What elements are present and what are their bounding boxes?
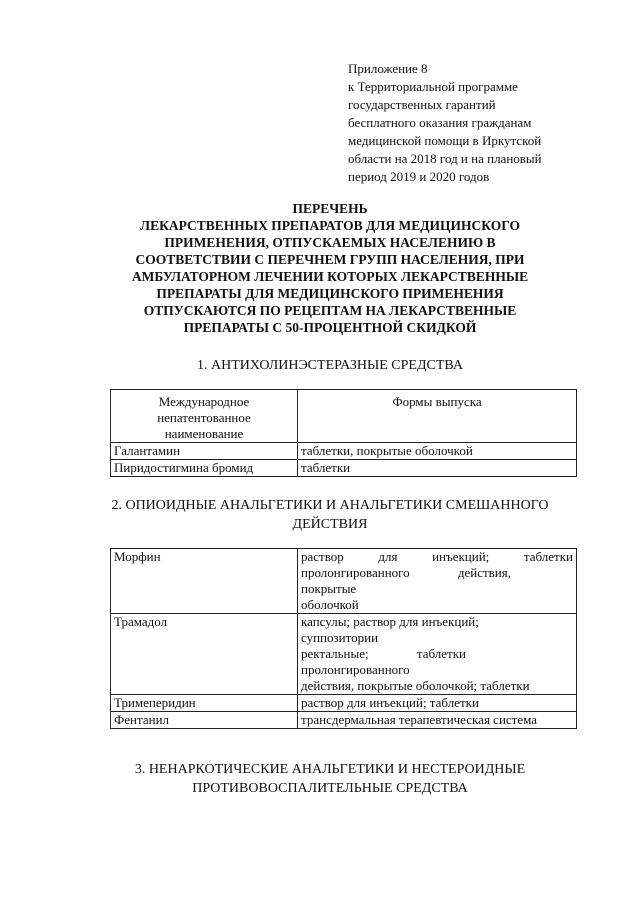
drug-form-cell: раствор для инъекций; таблетки xyxy=(298,695,577,712)
drug-name-cell: Фентанил xyxy=(111,712,298,729)
appendix-line: бесплатного оказания гражданам xyxy=(348,115,532,130)
form-line: пролонгированного xyxy=(301,662,410,677)
table-row xyxy=(111,712,577,729)
section-3-heading-line: ПРОТИВОВОСПАЛИТЕЛЬНЫЕ СРЕДСТВА xyxy=(192,781,468,796)
header-forms-label: Формы выпуска xyxy=(392,394,482,409)
header-inn-cell xyxy=(111,390,298,443)
drug-form-cell: таблетки, покрытые оболочкой xyxy=(298,443,577,460)
form-line: капсулы; раствор для инъекций; xyxy=(301,614,479,629)
form-word: инъекций; xyxy=(432,549,490,564)
form-word: таблетки xyxy=(523,549,573,564)
form-word: таблетки xyxy=(416,646,466,661)
table-row xyxy=(111,695,577,712)
section-1-heading xyxy=(100,356,560,375)
form-line: покрытые xyxy=(301,581,357,596)
appendix-line: области на 2018 год и на плановый xyxy=(348,151,542,166)
form-line xyxy=(301,549,573,565)
appendix-line: к Территориальной программе xyxy=(348,79,518,94)
appendix-line: медицинской помощи в Иркутской xyxy=(348,133,542,148)
title-line: ОТПУСКАЮТСЯ ПО РЕЦЕПТАМ НА ЛЕКАРСТВЕННЫЕ xyxy=(143,303,517,318)
form-line: суппозитории xyxy=(301,630,379,645)
section-2-heading-line: ДЕЙСТВИЯ xyxy=(292,517,368,532)
appendix-line: Приложение 8 xyxy=(348,61,428,76)
title-line: ПРИМЕНЕНИЯ, ОТПУСКАЕМЫХ НАСЕЛЕНИЮ В xyxy=(164,235,496,250)
table-row xyxy=(111,460,577,477)
drug-name-cell: Трамадол xyxy=(111,614,298,695)
title-line: ПРЕПАРАТЫ ДЛЯ МЕДИЦИНСКОГО ПРИМЕНЕНИЯ xyxy=(156,286,504,301)
table-header-row xyxy=(111,390,577,443)
form-word: действия, xyxy=(457,565,511,580)
form-word: для xyxy=(378,549,398,564)
section-3-heading-line: 3. НЕНАРКОТИЧЕСКИЕ АНАЛЬГЕТИКИ И НЕСТЕРОИДНЫЕ xyxy=(134,762,526,777)
section-2-table xyxy=(110,548,577,729)
title-line: ЛЕКАРСТВЕННЫХ ПРЕПАРАТОВ ДЛЯ МЕДИЦИНСКОГО xyxy=(140,218,520,233)
form-word: раствор xyxy=(301,549,344,564)
drug-form-cell xyxy=(298,614,577,695)
table-row xyxy=(111,549,577,614)
drug-name-cell: Пиридостигмина бромид xyxy=(111,460,298,477)
document-title xyxy=(100,200,560,336)
drug-name-cell: Тримеперидин xyxy=(111,695,298,712)
section-2-heading xyxy=(80,496,580,534)
form-line: оболочкой xyxy=(301,597,359,612)
title-line: СООТВЕТСТВИИ С ПЕРЕЧНЕМ ГРУПП НАСЕЛЕНИЯ, ПРИ xyxy=(135,252,525,267)
title-line: ПРЕПАРАТЫ С 50-ПРОЦЕНТНОЙ СКИДКОЙ xyxy=(183,320,477,335)
form-line xyxy=(301,565,511,581)
header-inn-line: Международное xyxy=(158,394,250,409)
appendix-line: период 2019 и 2020 годов xyxy=(348,169,490,184)
form-line xyxy=(301,646,466,662)
section-2-heading-line: 2. ОПИОИДНЫЕ АНАЛЬГЕТИКИ И АНАЛЬГЕТИКИ СМЕШАННОГО xyxy=(111,498,549,513)
header-inn-line: наименование xyxy=(164,426,244,441)
section-1-heading-text: 1. АНТИХОЛИНЭСТЕРАЗНЫЕ СРЕДСТВА xyxy=(197,358,463,373)
form-line: действия, покрытые оболочкой; таблетки xyxy=(301,678,530,693)
table-row xyxy=(111,614,577,695)
section-1-table xyxy=(110,389,577,477)
appendix-note xyxy=(348,60,618,186)
section-3-heading xyxy=(100,760,560,798)
header-forms-cell xyxy=(298,390,577,443)
drug-form-cell: трансдермальная терапевтическая система xyxy=(298,712,577,729)
header-inn-line: непатентованное xyxy=(157,410,251,425)
form-word: пролонгированного xyxy=(301,565,410,580)
drug-name-cell: Галантамин xyxy=(111,443,298,460)
drug-form-cell xyxy=(298,549,577,614)
title-line: ПЕРЕЧЕНЬ xyxy=(292,201,368,216)
appendix-line: государственных гарантий xyxy=(348,97,496,112)
form-word: ректальные; xyxy=(301,646,369,661)
drug-name-cell: Морфин xyxy=(111,549,298,614)
table-row xyxy=(111,443,577,460)
title-line: АМБУЛАТОРНОМ ЛЕЧЕНИИ КОТОРЫХ ЛЕКАРСТВЕННЫЕ xyxy=(131,269,529,284)
drug-form-cell: таблетки xyxy=(298,460,577,477)
